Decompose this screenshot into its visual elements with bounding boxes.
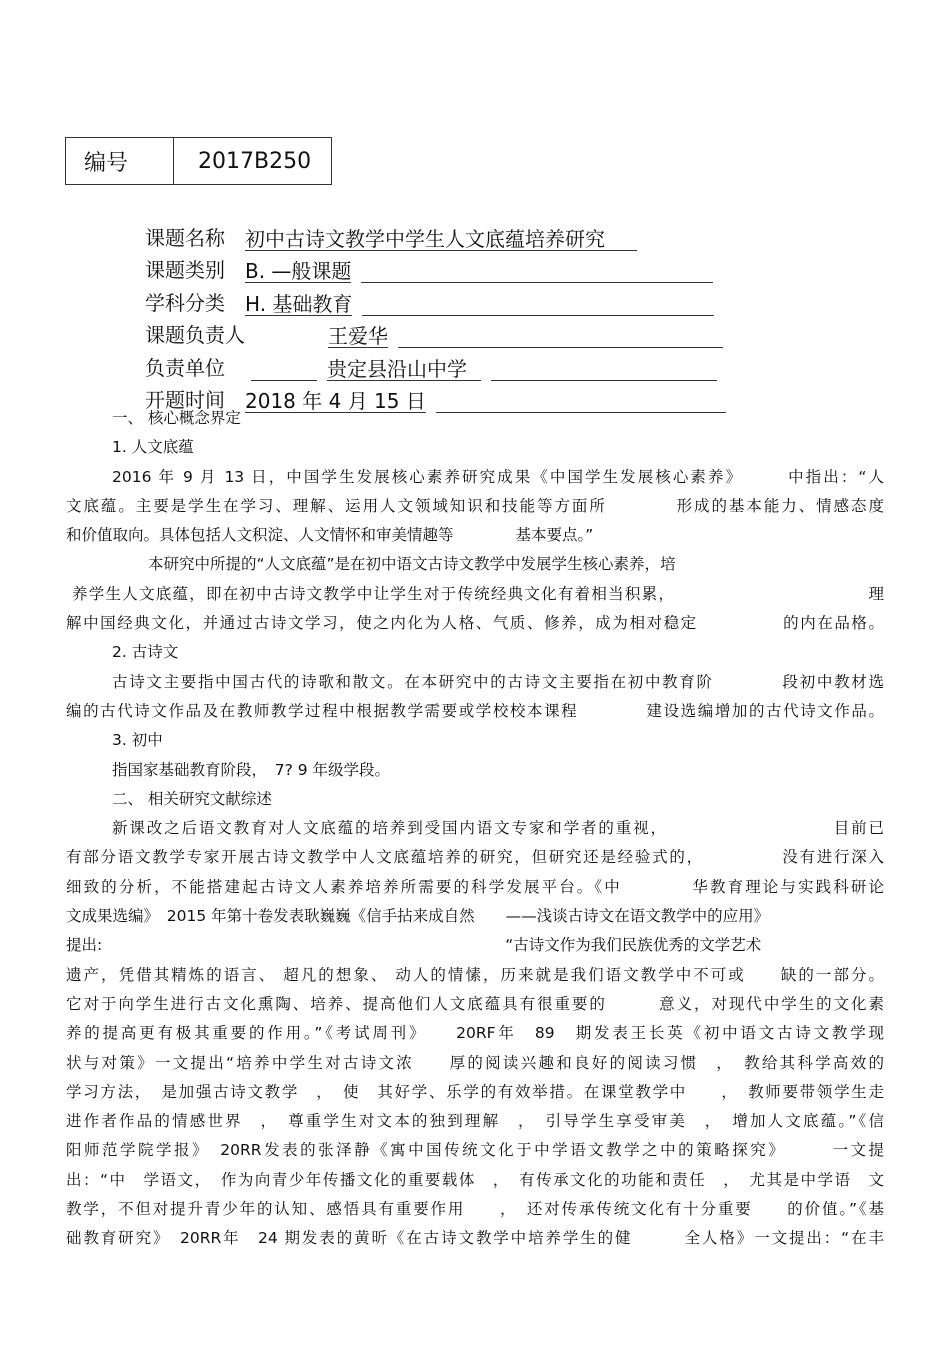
project-info xyxy=(145,218,745,413)
project-category-value: B. —般课题 xyxy=(245,259,352,283)
paragraph-line: 文底蕴。主要是学生在学习、理解、运用人文领域知识和技能等方面所 形成的基本能力、情感态度 xyxy=(66,496,884,515)
project-name-row xyxy=(145,218,745,251)
paragraph-line: 文成果选编》 2015 年第十卷发表耿巍巍《信手拈来成自然 ——浅谈古诗文在语文教学中的应用》 xyxy=(66,907,770,926)
paragraph-line: 学习方法， 是加强古诗文教学 ， 使 其好学、乐学的有效举措。在课堂教学中 ， 教师要带领学生走 xyxy=(66,1082,884,1101)
paragraph-line: 2016 年 9 月 13 日，中国学生发展核心素养研究成果《中国学生发展核心素养》 中指出：“人 xyxy=(112,467,884,486)
paragraph-line: 础教育研究》 20RR年 24 期发表的黄昕《在古诗文教学中培养学生的健 全人格》一文提出：“在丰 xyxy=(66,1229,884,1248)
paragraph-line: 指国家基础教育阶段， 7? 9 年级学段。 xyxy=(112,760,391,779)
underline-blank xyxy=(251,378,317,381)
leader-value: 王爱华 xyxy=(328,324,388,348)
project-name-value: 初中古诗文教学中学生人文底蕴培养研究 xyxy=(245,228,637,251)
paragraph-line: 养学生人文底蕴，即在初中古诗文教学中让学生对于传统经典文化有着相当积累， 理 xyxy=(72,584,884,603)
paragraph-line: 解中国经典文化，并通过古诗文学习，使之内化为人格、气质、修养，成为相对稳定 的内在品格。 xyxy=(66,614,884,633)
paragraph-line: 它对于向学生进行古文化熏陶、培养、提高他们人文底蕴具有很重要的 意义，对现代中学生的文化素 xyxy=(66,994,884,1013)
subject-row xyxy=(145,283,745,316)
serial-number-box xyxy=(65,137,332,185)
paragraph-line: 编的古代诗文作品及在教师教学过程中根据教学需要或学校校本课程 建设选编增加的古代诗文作品。 xyxy=(66,701,884,720)
serial-number-value: 2017B250 xyxy=(198,148,312,174)
unit-row xyxy=(145,348,745,381)
project-category-key: 课题类别 xyxy=(145,258,225,282)
subject-value: H. 基础教育 xyxy=(245,291,353,316)
paragraph-line: 古诗文主要指中国古代的诗歌和散文。在本研究中的古诗文主要指在初中教育阶 段初中教材选 xyxy=(112,672,884,691)
start-date-key: 开题时间 xyxy=(145,388,225,412)
leader-key: 课题负责人 xyxy=(145,323,245,347)
underline-blank xyxy=(362,313,714,316)
paragraph-line: 本研究中所提的“人文底蕴”是在初中语文古诗文教学中发展学生核心素养，培 xyxy=(148,555,676,574)
paragraph-line: 和价值取向。具体包括人文积淀、人文情怀和审美情趣等 基本要点。” xyxy=(66,526,594,545)
paragraph-line: 提出: “古诗文作为我们民族优秀的文学艺术 xyxy=(66,936,762,955)
project-category-row xyxy=(145,251,745,284)
section-heading: 一、 核心概念界定 xyxy=(112,409,241,427)
project-name-key: 课题名称 xyxy=(145,225,225,250)
paragraph-line: 状与对策》一文提出“培养中学生对古诗文浓 厚的阅读兴趣和良好的阅读习惯 ， 教给其科学高效的 xyxy=(66,1053,884,1072)
subsection-heading: 3. 初中 xyxy=(112,731,163,750)
subsection-heading: 2. 古诗文 xyxy=(112,643,179,662)
underline-blank xyxy=(491,378,717,381)
paragraph-line: 有部分语文教学专家开展古诗文教学中人文底蕴培养的研究，但研究还是经验式的， 没有进行深入 xyxy=(66,848,884,867)
paragraph-line: 养的提高更有极其重要的作用。”《考试周刊》 20RF年 89 期发表王长英《初中语文古诗文教学现 xyxy=(66,1024,884,1043)
paragraph-line: 出：“中 学语文， 作为向青少年传播文化的重要载体 ， 有传承文化的功能和责任 ， 尤其是中学语 文 xyxy=(66,1170,884,1189)
paragraph-line: 阳师范学院学报》 20RR发表的张泽静《寓中国传统文化于中学语文教学之中的策略探究》 一文提 xyxy=(66,1141,884,1160)
section-heading: 二、 相关研究文献综述 xyxy=(112,789,272,808)
document-body xyxy=(66,404,884,1254)
paragraph-line: 细致的分析，不能搭建起古诗文人素养培养所需要的科学发展平台。《中 华教育理论与实践科研论 xyxy=(66,877,884,896)
paragraph-line: 进作者作品的情感世界 ， 尊重学生对文本的独到理解 ， 引导学生享受审美 ， 增加人文底蕴。”《信 xyxy=(66,1112,884,1131)
paragraph-line: 遗产，凭借其精炼的语言、 超凡的想象、 动人的情愫，历来就是我们语文教学中不可或 缺的一部分。 xyxy=(66,965,884,984)
underline-blank xyxy=(398,345,723,348)
paragraph-line: 新课改之后语文教育对人文底蕴的培养到受国内语文专家和学者的重视， 目前已 xyxy=(112,819,884,838)
start-date-value: 2018 年 4 月 15 日 xyxy=(245,389,426,413)
subject-key: 学科分类 xyxy=(145,290,225,315)
paragraph-line: 教学，不但对提升青少年的认知、感悟具有重要作用 ， 还对传承传统文化有十分重要 的价值。”《基 xyxy=(66,1200,884,1219)
subsection-heading: 1. 人文底蕴 xyxy=(112,438,194,457)
unit-value: 贵定县沿山中学 xyxy=(327,358,481,381)
underline-blank xyxy=(361,280,713,283)
serial-number-label: 编号 xyxy=(66,138,174,184)
unit-key: 负责单位 xyxy=(145,355,225,380)
leader-row xyxy=(145,316,745,349)
